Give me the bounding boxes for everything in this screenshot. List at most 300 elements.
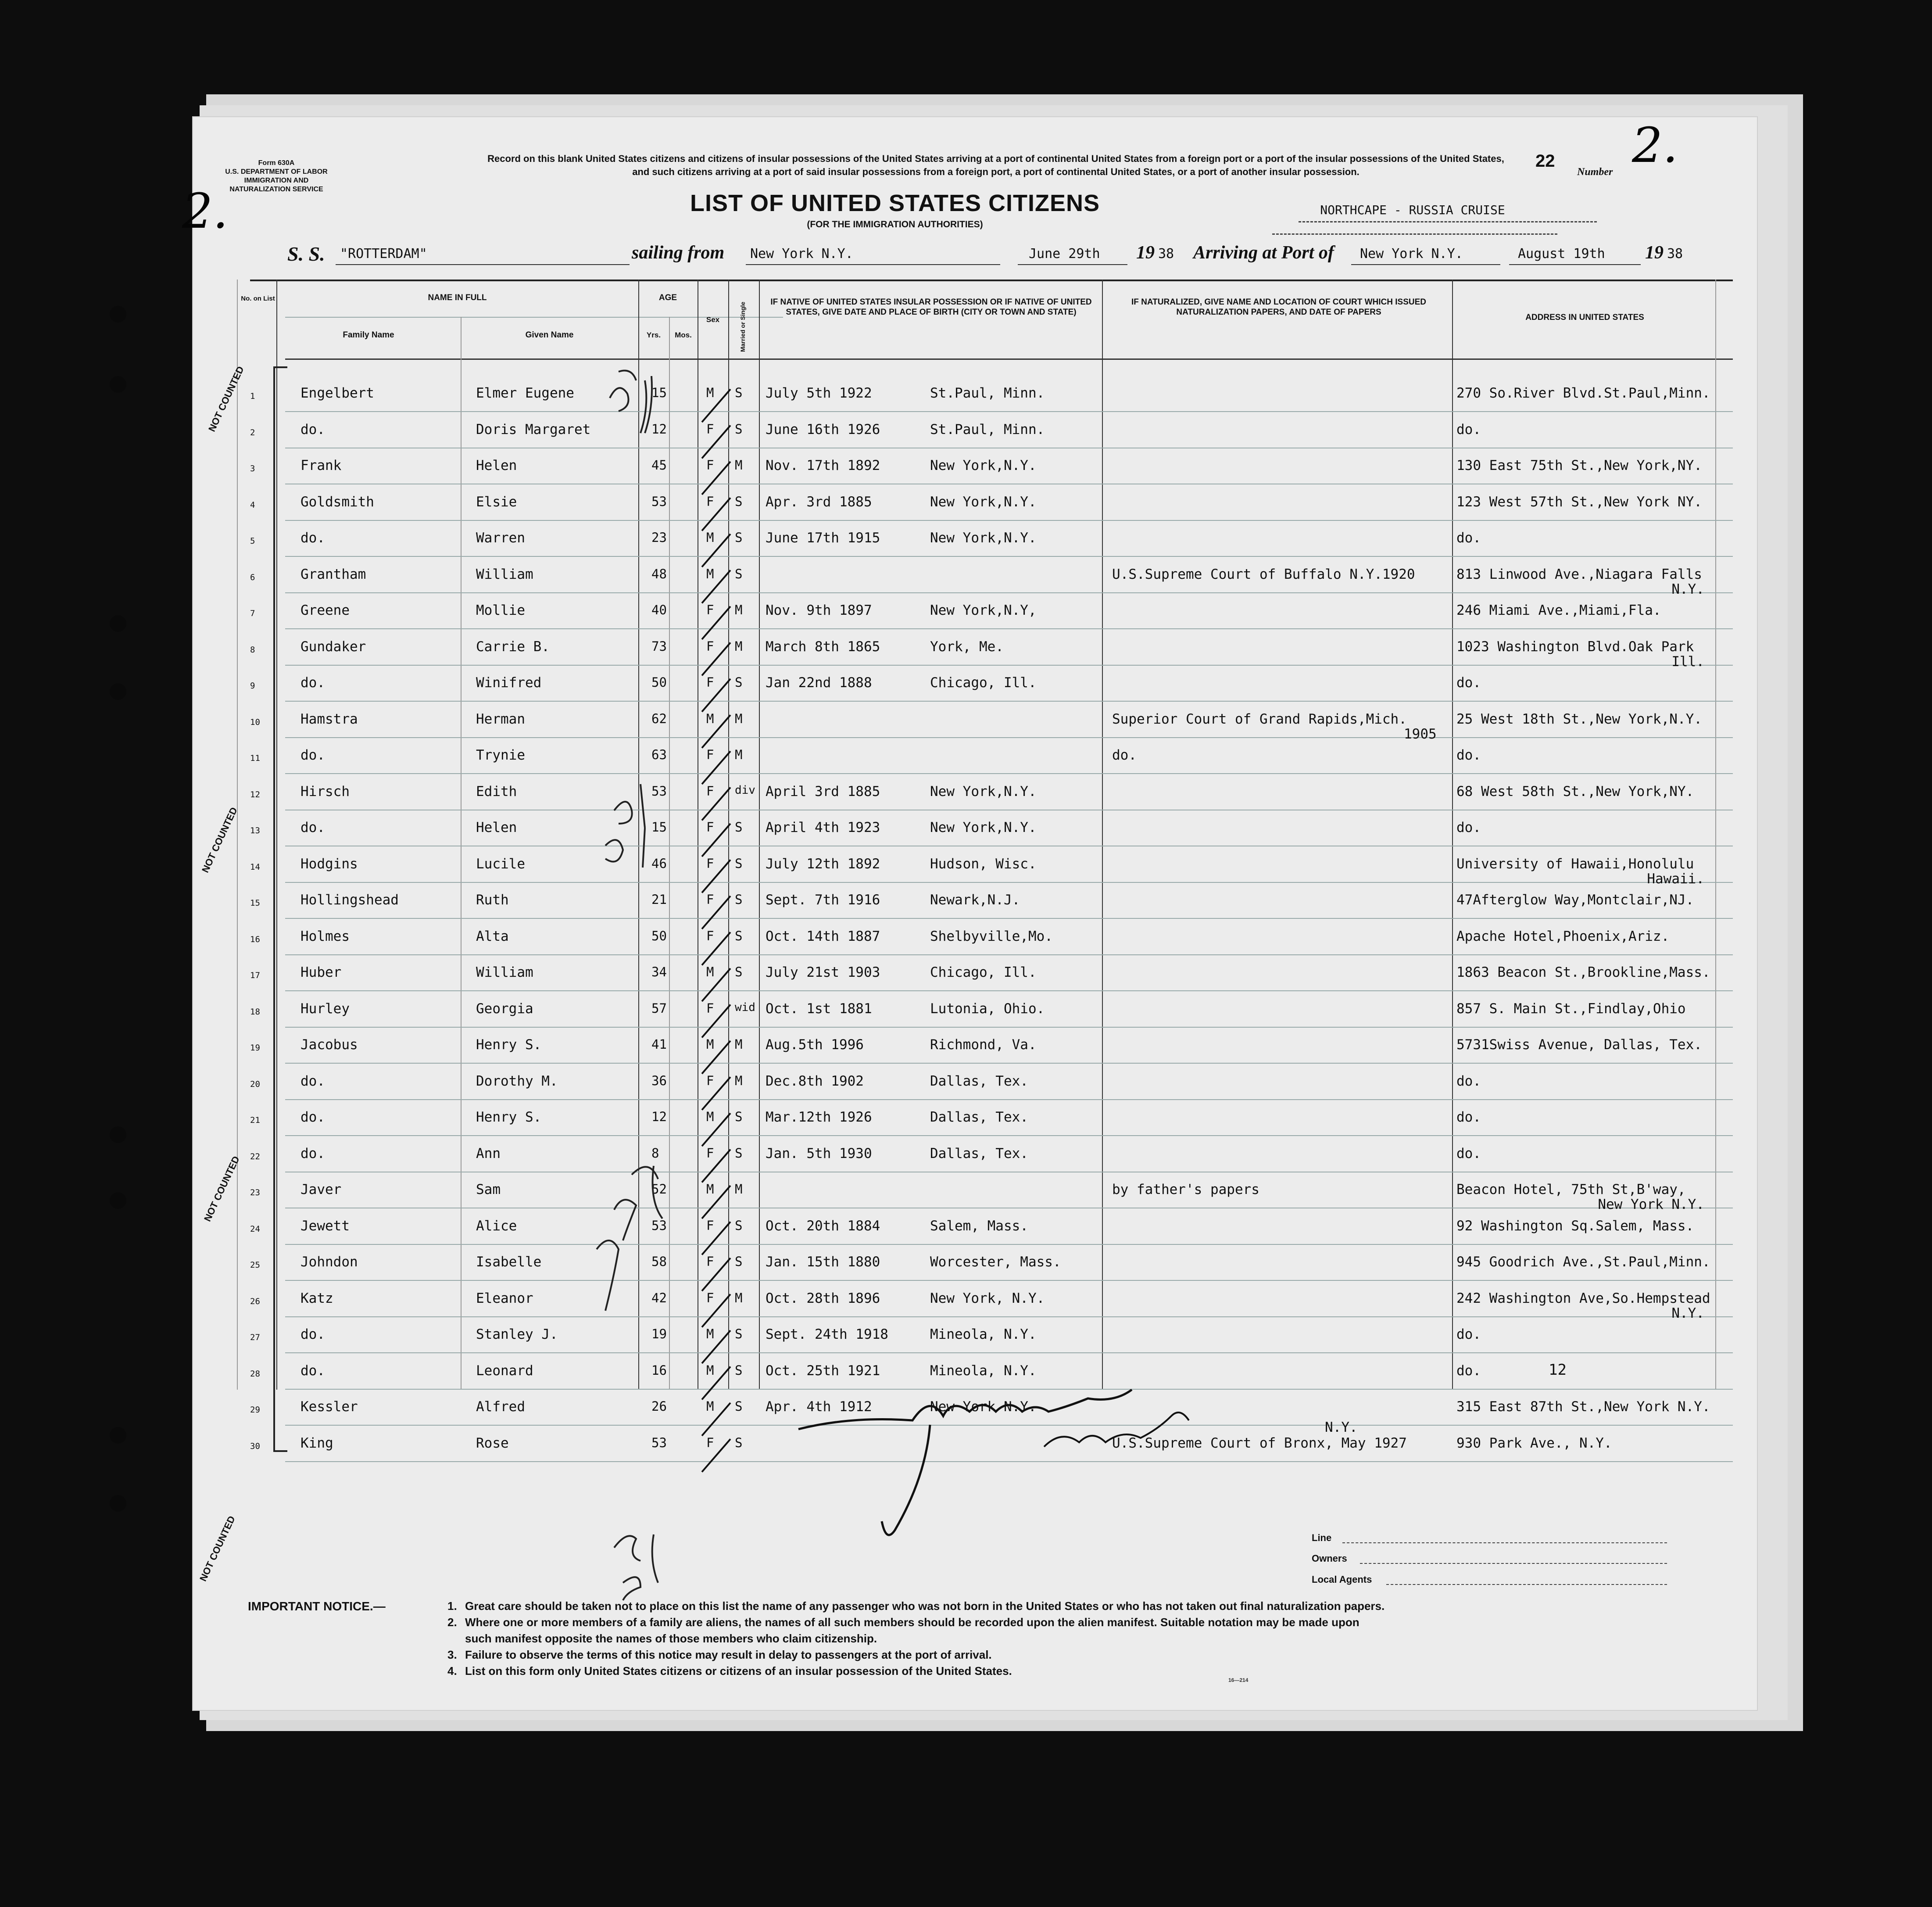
family-name-cell: do. — [301, 747, 325, 763]
family-name-cell: Huber — [301, 964, 342, 980]
birth-date-cell: Oct. 25th 1921 — [766, 1362, 880, 1379]
row-number: 3 — [250, 464, 255, 473]
marital-status-cell: M — [735, 1073, 743, 1088]
address-cell: 130 East 75th St.,New York,NY. — [1456, 458, 1702, 473]
sex-cell: F — [706, 856, 714, 871]
age-cell: 36 — [651, 1073, 667, 1088]
given-name-cell: Henry S. — [476, 1109, 542, 1125]
address-cell: 1023 Washington Blvd.Oak Park — [1456, 638, 1694, 655]
header-no-on-list: No. on List — [241, 295, 275, 302]
address-cell: 92 Washington Sq.Salem, Mass. — [1456, 1218, 1694, 1234]
marital-status-cell: M — [735, 602, 743, 617]
row-number: 14 — [250, 862, 260, 872]
address-cell: 5731Swiss Avenue, Dallas, Tex. — [1456, 1037, 1702, 1053]
arrival-year: 38 — [1667, 246, 1683, 262]
form-number-block — [219, 159, 333, 194]
address-cell: 813 Linwood Ave.,Niagara Falls — [1456, 566, 1702, 582]
marital-status-cell: M — [735, 1037, 743, 1052]
sheet-count: 22 — [1535, 151, 1555, 171]
arrival-date: August 19th — [1518, 246, 1605, 262]
header-months: Mos. — [675, 331, 692, 339]
birth-place-cell: Chicago, Ill. — [930, 964, 1037, 980]
departure-port: New York N.Y. — [750, 246, 853, 262]
birth-date-cell: Apr. 3rd 1885 — [766, 494, 872, 510]
birth-date-cell: Nov. 9th 1897 — [766, 602, 872, 618]
given-name-cell: Helen — [476, 458, 517, 473]
row-number: 28 — [250, 1369, 260, 1379]
age-cell: 45 — [651, 458, 667, 473]
column-divider — [237, 280, 238, 1390]
family-name-cell: do. — [301, 1073, 325, 1089]
notice-item-number: 2. — [447, 1616, 457, 1629]
age-cell: 50 — [651, 675, 667, 690]
punch-hole — [110, 615, 126, 632]
given-name-cell: William — [476, 566, 533, 582]
birth-date-cell: Nov. 17th 1892 — [766, 458, 880, 473]
address-cell-continued: New York N.Y. — [1598, 1197, 1704, 1212]
marital-status-cell: div — [735, 783, 755, 797]
birth-place-cell: New York,N.Y. — [930, 820, 1037, 835]
form-department-line: NATURALIZATION SERVICE — [229, 186, 323, 193]
birth-date-cell: June 16th 1926 — [766, 421, 880, 437]
marital-status-cell: S — [735, 1326, 743, 1341]
form-department-line: U.S. DEPARTMENT OF LABOR — [225, 168, 328, 176]
header-age: AGE — [658, 293, 677, 302]
sex-cell: F — [706, 820, 714, 835]
family-name-cell: Frank — [301, 458, 342, 473]
given-name-cell: Sam — [476, 1182, 501, 1197]
address-cell: do. — [1456, 675, 1481, 691]
birth-date-cell: Jan. 15th 1880 — [766, 1254, 880, 1270]
given-name-cell: Helen — [476, 820, 517, 835]
given-name-cell: Warren — [476, 530, 525, 546]
naturalization-court-cell-continued: N.Y. — [1325, 1419, 1358, 1435]
given-name-cell: Herman — [476, 711, 525, 727]
not-counted-stamp: NOT COUNTED — [200, 805, 240, 875]
family-name-cell: Gundaker — [301, 638, 366, 655]
sex-cell: M — [706, 1362, 714, 1378]
sex-cell: F — [706, 1218, 714, 1233]
birth-place-cell: Newark,N.J. — [930, 892, 1020, 908]
sex-cell: M — [706, 1109, 714, 1124]
header-years: Yrs. — [646, 331, 661, 339]
birth-place-cell: Hudson, Wisc. — [930, 856, 1037, 872]
family-name-cell: Grantham — [301, 566, 366, 582]
row-number: 13 — [250, 826, 260, 835]
family-name-cell: do. — [301, 1326, 325, 1342]
notice-item: Where one or more members of a family are aliens, the names of all such members should be recorded upon the alien manifest. Suitable notation may be made upon — [465, 1616, 1360, 1629]
row-number: 2 — [250, 427, 255, 437]
birth-place-cell: Salem, Mass. — [930, 1218, 1028, 1234]
age-cell: 53 — [651, 1435, 667, 1450]
row-number: 1 — [250, 391, 255, 401]
row-number: 26 — [250, 1296, 260, 1306]
marital-status-cell: S — [735, 892, 743, 907]
given-name-cell: Rose — [476, 1435, 509, 1451]
sail-date: June 29th — [1029, 246, 1100, 262]
birth-date-cell: Oct. 28th 1896 — [766, 1290, 880, 1306]
header-married-single: Married or Single — [739, 301, 746, 352]
given-name-cell: Alice — [476, 1218, 517, 1234]
arriving-label: Arriving at Port of — [1193, 243, 1334, 263]
sex-cell: F — [706, 421, 714, 437]
marital-status-cell: S — [735, 421, 743, 437]
given-name-cell: Leonard — [476, 1362, 533, 1379]
given-name-cell: Trynie — [476, 747, 525, 763]
family-name-cell: do. — [301, 1109, 325, 1125]
family-name-cell: Javer — [301, 1182, 342, 1197]
cruise-name: NORTHCAPE - RUSSIA CRUISE — [1320, 203, 1505, 217]
column-divider — [461, 317, 462, 1390]
sex-cell: F — [706, 1145, 714, 1161]
ship-name-rule — [336, 264, 630, 265]
birth-date-cell: Oct. 1st 1881 — [766, 1000, 872, 1017]
family-name-cell: Kessler — [301, 1399, 358, 1415]
table-top-rule — [250, 280, 1733, 281]
ship-name: "ROTTERDAM" — [340, 246, 427, 262]
age-cell: 26 — [651, 1399, 667, 1414]
row-number: 29 — [250, 1405, 260, 1415]
punch-hole — [110, 683, 126, 700]
header-address: ADDRESS IN UNITED STATES — [1525, 313, 1644, 322]
age-cell: 40 — [651, 602, 667, 617]
address-cell: do. — [1456, 1362, 1481, 1379]
sex-cell: M — [706, 385, 714, 400]
age-cell: 50 — [651, 928, 667, 943]
departure-port-rule — [746, 264, 1000, 265]
local-agents-label: Local Agents — [1312, 1574, 1372, 1585]
header-family-name: Family Name — [343, 330, 394, 340]
sex-cell: M — [706, 711, 714, 726]
sex-cell: F — [706, 928, 714, 943]
marital-status-cell: S — [735, 494, 743, 509]
birth-date-cell: March 8th 1865 — [766, 638, 880, 655]
line-label: Line — [1312, 1532, 1332, 1543]
given-name-cell: Mollie — [476, 602, 525, 618]
age-cell: 46 — [651, 856, 667, 871]
sex-cell: F — [706, 892, 714, 907]
given-name-cell: Dorothy M. — [476, 1073, 558, 1089]
cruise-rule — [1272, 233, 1557, 235]
age-cell: 41 — [651, 1037, 667, 1052]
notice-item: Great care should be taken not to place on this list the name of any passenger who was not born in the United States or who has not taken out final naturalization papers. — [465, 1599, 1385, 1613]
marital-status-cell: S — [735, 964, 743, 979]
family-name-cell: Hollingshead — [301, 892, 399, 908]
family-name-cell: Hamstra — [301, 711, 358, 727]
address-cell: Apache Hotel,Phoenix,Ariz. — [1456, 928, 1670, 944]
arrival-year-prefix: 19 — [1645, 243, 1664, 263]
address-cell: do. — [1456, 421, 1481, 437]
given-name-cell: Elsie — [476, 494, 517, 510]
age-cell: 53 — [651, 783, 667, 799]
page-title: LIST OF UNITED STATES CITIZENS — [690, 190, 1100, 216]
address-cell: University of Hawaii,Honolulu — [1456, 856, 1694, 872]
sex-cell: F — [706, 747, 714, 762]
family-name-cell: do. — [301, 820, 325, 835]
given-name-cell: Georgia — [476, 1000, 533, 1017]
line-rule — [1342, 1542, 1667, 1543]
header-bottom-rule — [285, 358, 1733, 360]
ss-label: S. S. — [287, 243, 325, 265]
age-cell: 23 — [651, 530, 667, 545]
notice-item: List on this form only United States citizens or citizens of an insular possession of the United States. — [465, 1664, 1012, 1678]
age-cell: 15 — [651, 820, 667, 835]
birth-date-cell: Jan 22nd 1888 — [766, 675, 872, 691]
given-name-cell: Lucile — [476, 856, 525, 872]
naturalization-court-cell: U.S.Supreme Court of Buffalo N.Y.1920 — [1112, 566, 1415, 582]
notice-heading: IMPORTANT NOTICE.— — [248, 1599, 386, 1613]
family-name-cell: Johndon — [301, 1254, 358, 1270]
row-number: 24 — [250, 1224, 260, 1234]
row-number: 5 — [250, 536, 255, 546]
family-name-cell: do. — [301, 1362, 325, 1379]
address-cell: do. — [1456, 747, 1481, 763]
address-cell: do. — [1456, 1326, 1481, 1342]
sailing-label: sailing from — [632, 243, 725, 263]
address-cell: 945 Goodrich Ave.,St.Paul,Minn. — [1456, 1254, 1710, 1270]
sex-cell: M — [706, 1182, 714, 1197]
sex-cell: F — [706, 1073, 714, 1088]
marital-status-cell: M — [735, 711, 743, 726]
sex-cell: F — [706, 1000, 714, 1016]
birth-place-cell: New York N.Y. — [930, 1399, 1037, 1415]
row-number: 21 — [250, 1115, 260, 1125]
inspector-signature — [798, 1341, 1281, 1482]
marital-status-cell: S — [735, 1435, 743, 1450]
birth-date-cell: Apr. 4th 1912 — [766, 1399, 872, 1415]
birth-date-cell: April 3rd 1885 — [766, 783, 880, 799]
address-cell: do. — [1456, 1109, 1481, 1125]
family-name-cell: do. — [301, 1145, 325, 1161]
header-native-birth: IF NATIVE OF UNITED STATES INSULAR POSSESSION OR IF NATIVE OF UNITED STATES, GIVE DATE AND PLACE OF BIRTH (CITY OR TOWN AND STATE) — [770, 298, 1092, 317]
column-divider — [1102, 280, 1103, 1390]
sex-cell: M — [706, 964, 714, 979]
birth-place-cell: Dallas, Tex. — [930, 1109, 1028, 1125]
given-name-cell: Isabelle — [476, 1254, 542, 1270]
marital-status-cell: S — [735, 530, 743, 545]
birth-place-cell: New York,N.Y. — [930, 783, 1037, 799]
sex-cell: F — [706, 675, 714, 690]
handwritten-annotations — [500, 363, 719, 1460]
birth-date-cell: July 12th 1892 — [766, 856, 880, 872]
sex-cell: M — [706, 1326, 714, 1341]
age-cell: 12 — [651, 421, 667, 437]
notice-item-number: 1. — [447, 1599, 457, 1613]
row-number: 23 — [250, 1188, 260, 1197]
record-instructions: Record on this blank United States citizens and citizens of insular possessions of the United States arriving at a port of continental United States from a foreign port or a port of the insular possessions of the United States, and such citizens arriving at a port of said insular possessions from a foreign port, a port of continental United States, or a port of another insular possession. — [487, 153, 1504, 177]
row-number: 9 — [250, 681, 255, 691]
sail-year-prefix: 19 — [1136, 243, 1155, 263]
address-cell: do. — [1456, 530, 1481, 546]
age-cell: 48 — [651, 566, 667, 581]
birth-place-cell: St.Paul, Minn. — [930, 385, 1045, 401]
address-cell: 242 Washington Ave,So.Hempstead — [1456, 1290, 1710, 1306]
age-cell: 42 — [651, 1290, 667, 1305]
family-name-cell: Goldsmith — [301, 494, 374, 510]
birth-date-cell: Sept. 24th 1918 — [766, 1326, 888, 1342]
age-cell: 52 — [651, 1182, 667, 1197]
birth-date-cell: Sept. 7th 1916 — [766, 892, 880, 908]
punch-hole — [110, 306, 126, 323]
birth-place-cell: Dallas, Tex. — [930, 1145, 1028, 1161]
marital-status-cell: S — [735, 856, 743, 871]
marital-status-cell: S — [735, 1254, 743, 1269]
marital-status-cell: S — [735, 928, 743, 943]
not-counted-stamp: NOT COUNTED — [202, 1154, 242, 1223]
family-name-cell: Hurley — [301, 1000, 350, 1017]
birth-date-cell: July 5th 1922 — [766, 385, 872, 401]
family-name-cell: Greene — [301, 602, 350, 618]
row-number: 6 — [250, 572, 255, 582]
naturalization-court-cell: by father's papers — [1112, 1182, 1259, 1197]
row-number: 11 — [250, 753, 260, 763]
handwritten-number: 2. — [1632, 117, 1678, 173]
address-cell: 270 So.River Blvd.St.Paul,Minn. — [1456, 385, 1710, 401]
birth-date-cell: Oct. 14th 1887 — [766, 928, 880, 944]
birth-place-cell: New York,N.Y. — [930, 530, 1037, 546]
punch-hole — [110, 376, 126, 393]
birth-place-cell: Shelbyville,Mo. — [930, 928, 1053, 944]
address-cell: do. — [1456, 1073, 1481, 1089]
print-code: 16—214 — [1228, 1677, 1249, 1683]
birth-date-cell: April 4th 1923 — [766, 820, 880, 835]
notice-item-number: 3. — [447, 1648, 457, 1661]
birth-place-cell: New York, N.Y. — [930, 1290, 1045, 1306]
given-name-cell: Alfred — [476, 1399, 525, 1415]
sex-cell: F — [706, 494, 714, 509]
birth-date-cell: July 21st 1903 — [766, 964, 880, 980]
family-name-cell: Katz — [301, 1290, 333, 1306]
address-cell: 25 West 18th St.,New York,N.Y. — [1456, 711, 1702, 727]
arrival-port-rule — [1351, 264, 1500, 265]
not-counted-stamp: NOT COUNTED — [206, 364, 246, 434]
sail-year: 38 — [1158, 246, 1174, 262]
punch-hole — [110, 1427, 126, 1444]
birth-place-cell: York, Me. — [930, 638, 1004, 655]
birth-place-cell: Lutonia, Ohio. — [930, 1000, 1045, 1017]
address-cell-continued: Hawaii. — [1647, 871, 1704, 887]
age-cell: 62 — [651, 711, 667, 726]
row-number: 20 — [250, 1079, 260, 1089]
punch-hole — [110, 1495, 126, 1512]
given-name-cell: Ann — [476, 1145, 501, 1161]
family-name-cell: Hodgins — [301, 856, 358, 872]
row-number: 19 — [250, 1043, 260, 1053]
birth-date-cell: Oct. 20th 1884 — [766, 1218, 880, 1234]
punch-hole — [110, 1192, 126, 1209]
row-number: 12 — [250, 789, 260, 799]
family-name-cell: Holmes — [301, 928, 350, 944]
birth-place-cell: Mineola, N.Y. — [930, 1326, 1037, 1342]
naturalization-court-cell: Superior Court of Grand Rapids,Mich. — [1112, 711, 1407, 727]
given-name-cell: Carrie B. — [476, 638, 550, 655]
sex-cell: F — [706, 1290, 714, 1305]
row-number: 30 — [250, 1441, 260, 1451]
local-agents-rule — [1386, 1584, 1667, 1585]
age-cell: 16 — [651, 1362, 667, 1378]
marital-status-cell: M — [735, 638, 743, 654]
marital-status-cell: S — [735, 566, 743, 581]
age-cell: 53 — [651, 494, 667, 509]
birth-date-cell: Jan. 5th 1930 — [766, 1145, 872, 1161]
column-divider — [1452, 280, 1453, 1390]
punch-hole — [110, 1126, 126, 1143]
header-given-name: Given Name — [525, 330, 574, 340]
birth-place-cell: St.Paul, Minn. — [930, 421, 1045, 437]
sex-cell: F — [706, 638, 714, 654]
birth-place-cell: Richmond, Va. — [930, 1037, 1037, 1053]
birth-place-cell: Chicago, Ill. — [930, 675, 1037, 691]
page-number: 12 — [1549, 1361, 1567, 1379]
form-number-line: Form 630A — [258, 159, 295, 167]
given-name-cell: Henry S. — [476, 1037, 542, 1053]
row-number: 17 — [250, 971, 260, 980]
arrival-port: New York N.Y. — [1360, 246, 1463, 262]
naturalization-court-cell: U.S.Supreme Court of Bronx, May 1927 — [1112, 1435, 1407, 1451]
marital-status-cell: S — [735, 385, 743, 400]
address-cell: 246 Miami Ave.,Miami,Fla. — [1456, 602, 1661, 618]
given-name-cell: Edith — [476, 783, 517, 799]
address-cell: 47Afterglow Way,Montclair,NJ. — [1456, 892, 1694, 908]
birth-date-cell: June 17th 1915 — [766, 530, 880, 546]
birth-place-cell: Dallas, Tex. — [930, 1073, 1028, 1089]
age-cell: 53 — [651, 1218, 667, 1233]
family-name-cell: Engelbert — [301, 385, 374, 401]
address-cell: 857 S. Main St.,Findlay,Ohio — [1456, 1000, 1686, 1017]
marital-status-cell: S — [735, 1218, 743, 1233]
age-cell: 15 — [651, 385, 667, 400]
age-cell: 21 — [651, 892, 667, 907]
arrival-date-rule — [1509, 264, 1641, 265]
notice-item-continued: such manifest opposite the names of those members who claim citizenship. — [465, 1632, 877, 1645]
header-naturalized: IF NATURALIZED, GIVE NAME AND LOCATION OF COURT WHICH ISSUED NATURALIZATION PAPERS, AND DATE OF PAPERS — [1131, 298, 1426, 317]
birth-place-cell: New York,N.Y. — [930, 458, 1037, 473]
family-name-cell: do. — [301, 530, 325, 546]
marital-status-cell: S — [735, 1145, 743, 1161]
family-name-cell: King — [301, 1435, 333, 1451]
birth-date-cell: Dec.8th 1902 — [766, 1073, 864, 1089]
given-name-cell: Winifred — [476, 675, 542, 691]
address-cell: 68 West 58th St.,New York,NY. — [1456, 783, 1694, 799]
naturalization-court-cell-continued: 1905 — [1404, 726, 1437, 742]
header-sex: Sex — [706, 315, 720, 324]
age-cell: 19 — [651, 1326, 667, 1341]
sex-cell: M — [706, 1399, 714, 1414]
family-name-cell: do. — [301, 421, 325, 437]
row-number: 22 — [250, 1151, 260, 1161]
not-counted-stamp: NOT COUNTED — [197, 1514, 237, 1583]
row-number: 4 — [250, 500, 255, 510]
notice-item-number: 4. — [447, 1664, 457, 1678]
birth-date-cell: Mar.12th 1926 — [766, 1109, 872, 1125]
age-cell: 73 — [651, 638, 667, 654]
given-name-cell: Elmer Eugene — [476, 385, 574, 401]
sex-cell: F — [706, 783, 714, 799]
age-cell: 34 — [651, 964, 667, 979]
birth-place-cell: Worcester, Mass. — [930, 1254, 1061, 1270]
handwritten-list-mark: 2. — [182, 183, 228, 239]
family-name-cell: Jacobus — [301, 1037, 358, 1053]
form-department-line: IMMIGRATION AND — [244, 177, 309, 184]
family-name-cell: Hirsch — [301, 783, 350, 799]
marital-status-cell: S — [735, 820, 743, 835]
row-number: 10 — [250, 717, 260, 727]
address-cell-continued: Ill. — [1671, 653, 1704, 670]
address-cell: Beacon Hotel, 75th St,B'way, — [1456, 1182, 1686, 1197]
marital-status-cell: M — [735, 1182, 743, 1197]
address-cell: do. — [1456, 820, 1481, 835]
given-name-cell: Doris Margaret — [476, 421, 591, 437]
